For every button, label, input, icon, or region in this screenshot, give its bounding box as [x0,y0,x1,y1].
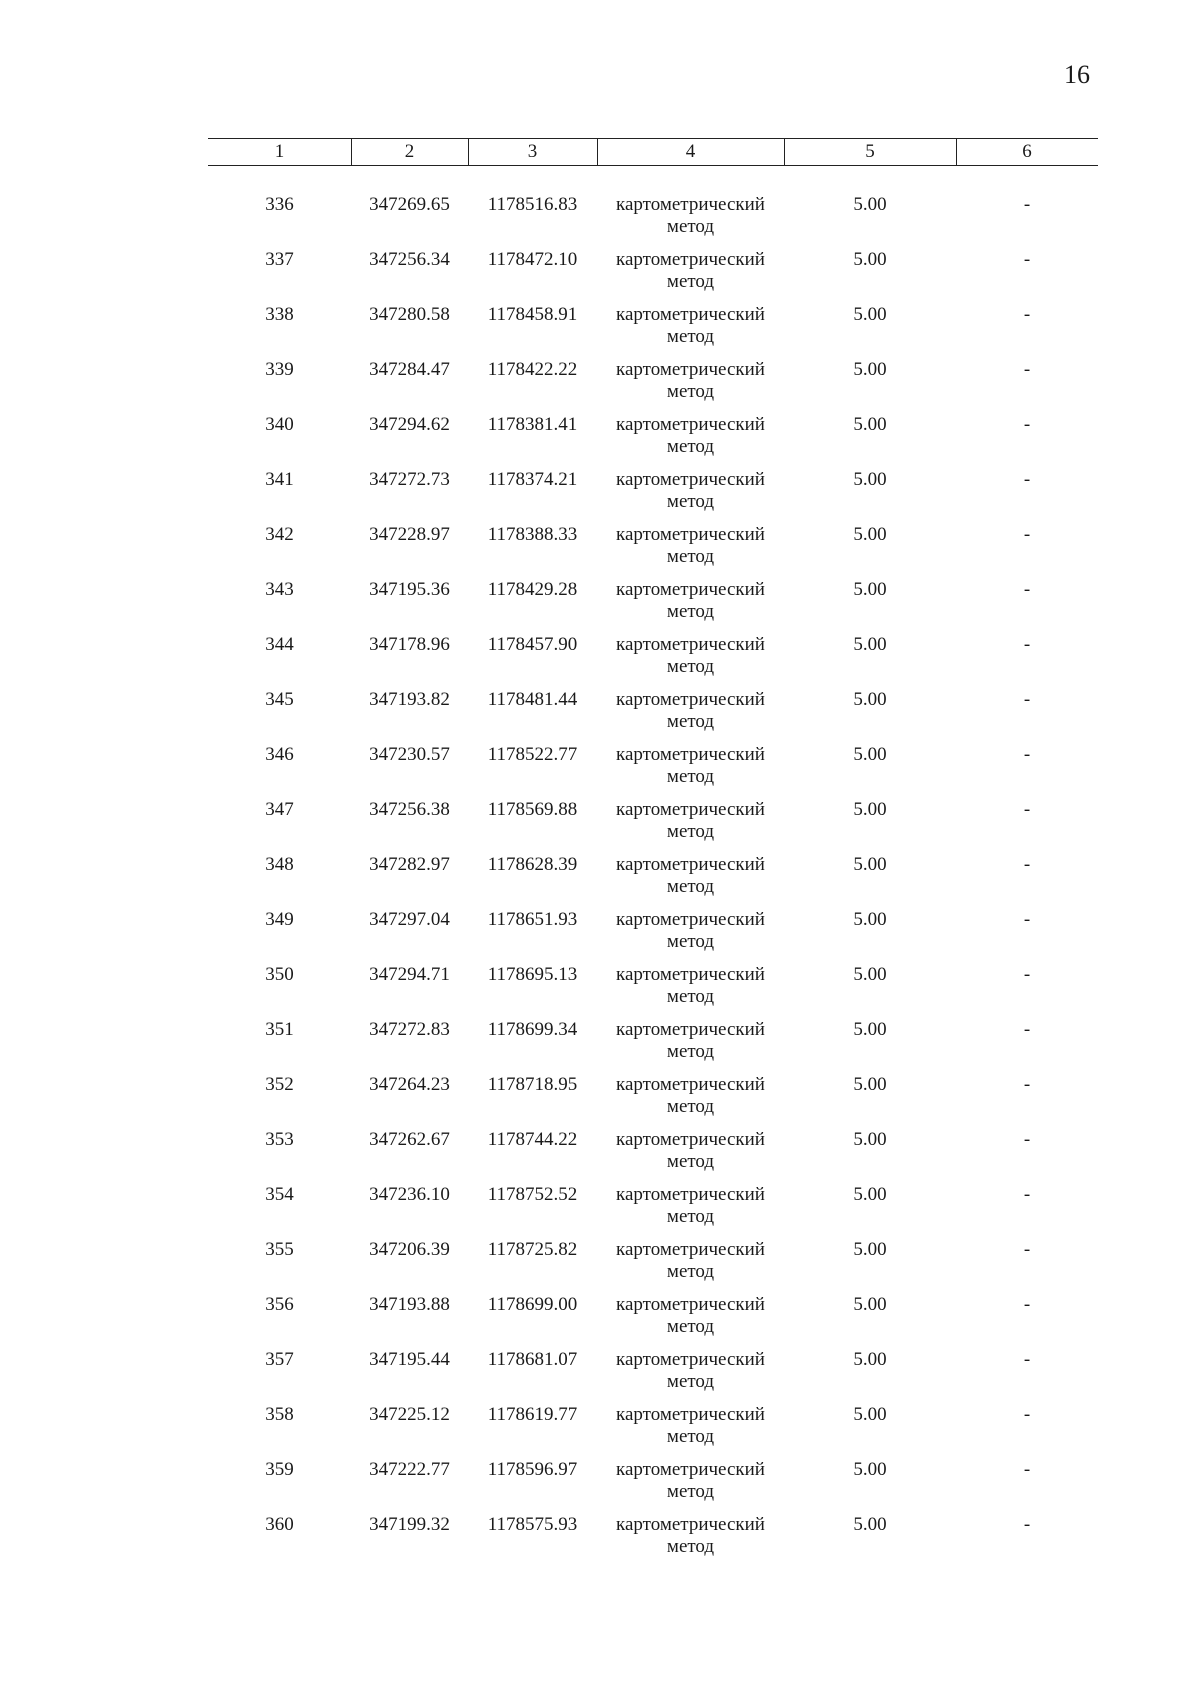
note-dash: - [1023,304,1031,325]
note-dash: - [1023,1459,1031,1480]
note-dash: - [1023,689,1031,710]
header-col-4: 4 [685,141,696,162]
coord-y: 1178388.33 [487,524,578,545]
method-cell [597,689,784,733]
coord-y: 1178522.77 [487,744,578,765]
accuracy-value: 5.00 [853,194,887,215]
method-line-1: картометрический [616,799,765,820]
method-line-2: метод [666,931,715,952]
header-col-5: 5 [865,141,875,162]
accuracy-value: 5.00 [853,854,887,875]
method-line-1: картометрический [616,249,765,270]
method-line-2: метод [666,1206,715,1227]
point-number: 346 [265,744,294,765]
method-cell [597,1514,784,1558]
accuracy-value: 5.00 [853,249,887,270]
coord-x: 347199.32 [369,1514,450,1535]
table-row [208,1180,1098,1235]
accuracy-value: 5.00 [853,1349,887,1370]
method-line-2: метод [666,711,715,732]
coord-y: 1178422.22 [487,359,578,380]
method-line-1: картометрический [616,194,765,215]
accuracy-value: 5.00 [853,304,887,325]
point-number: 355 [265,1239,294,1260]
table-row [208,1125,1098,1180]
method-cell [597,579,784,623]
point-number: 353 [265,1129,294,1150]
method-line-1: картометрический [616,909,765,930]
method-line-1: картометрический [616,359,765,380]
point-number: 356 [265,1294,294,1315]
coord-y: 1178651.93 [487,909,578,930]
coord-x: 347206.39 [369,1239,450,1260]
accuracy-value: 5.00 [853,469,887,490]
coord-x: 347236.10 [369,1184,450,1205]
point-number: 340 [265,414,294,435]
note-dash: - [1023,1239,1031,1260]
method-cell [597,1184,784,1228]
coord-y: 1178699.34 [487,1019,578,1040]
coord-y: 1178744.22 [487,1129,578,1150]
table-row [208,245,1098,300]
method-cell [597,1459,784,1503]
method-cell [597,524,784,568]
coord-x: 347193.88 [369,1294,450,1315]
coord-y: 1178516.83 [487,194,578,215]
point-number: 350 [265,964,294,985]
table-row [208,1400,1098,1455]
note-dash: - [1023,524,1031,545]
table-row [208,410,1098,465]
method-line-2: метод [666,1371,715,1392]
point-number: 354 [265,1184,294,1205]
note-dash: - [1023,1074,1031,1095]
method-line-1: картометрический [616,744,765,765]
method-cell [597,1404,784,1448]
note-dash: - [1023,359,1031,380]
accuracy-value: 5.00 [853,1074,887,1095]
method-cell [597,1074,784,1118]
note-dash: - [1023,249,1031,270]
coord-y: 1178481.44 [487,689,578,710]
method-line-1: картометрический [616,1514,765,1535]
table-row [208,1455,1098,1510]
header-col-2: 2 [404,141,415,162]
table-row [208,575,1098,630]
method-line-2: метод [666,1151,715,1172]
method-line-2: метод [666,546,715,567]
table-row [208,300,1098,355]
note-dash: - [1023,854,1031,875]
method-line-2: метод [666,876,715,897]
method-line-1: картометрический [616,1019,765,1040]
table-row [208,1510,1098,1565]
method-line-1: картометрический [616,1184,765,1205]
method-cell [597,909,784,953]
table-row [208,630,1098,685]
method-cell [597,304,784,348]
note-dash: - [1023,634,1031,655]
coord-y: 1178628.39 [487,854,578,875]
point-number: 345 [265,689,294,710]
note-dash: - [1023,1019,1031,1040]
coord-y: 1178381.41 [487,414,578,435]
accuracy-value: 5.00 [853,1239,887,1260]
accuracy-value: 5.00 [853,1514,887,1535]
point-number: 339 [265,359,294,380]
coord-x: 347264.23 [369,1074,450,1095]
table-row [208,850,1098,905]
method-line-1: картометрический [616,1129,765,1150]
method-line-1: картометрический [616,1239,765,1260]
table-row [208,1345,1098,1400]
point-number: 343 [265,579,294,600]
note-dash: - [1023,1404,1031,1425]
method-line-1: картометрический [616,1459,765,1480]
coord-x: 347195.36 [369,579,450,600]
coord-y: 1178725.82 [487,1239,578,1260]
coord-y: 1178569.88 [487,799,578,820]
page-number: 16 [1064,60,1090,89]
coord-x: 347272.73 [369,469,450,490]
accuracy-value: 5.00 [853,744,887,765]
method-line-1: картометрический [616,1349,765,1370]
method-line-2: метод [666,216,715,237]
header-col-6: 6 [1022,141,1032,162]
method-line-2: метод [666,1041,715,1062]
coord-x: 347195.44 [369,1349,450,1370]
method-cell [597,854,784,898]
coord-y: 1178429.28 [487,579,578,600]
accuracy-value: 5.00 [853,964,887,985]
table-row [208,1070,1098,1125]
note-dash: - [1023,469,1031,490]
method-line-2: метод [666,656,715,677]
coord-x: 347297.04 [369,909,450,930]
coord-x: 347222.77 [369,1459,450,1480]
table-body [208,190,1098,1565]
coord-y: 1178695.13 [487,964,578,985]
method-cell [597,744,784,788]
table-row [208,1290,1098,1345]
method-line-1: картометрический [616,634,765,655]
method-line-2: метод [666,821,715,842]
method-cell [597,194,784,238]
method-line-1: картометрический [616,1404,765,1425]
method-line-1: картометрический [616,964,765,985]
method-line-2: метод [666,1096,715,1117]
method-cell [597,634,784,678]
table-row [208,740,1098,795]
method-line-1: картометрический [616,1294,765,1315]
method-cell [597,1019,784,1063]
method-line-1: картометрический [616,1074,765,1095]
note-dash: - [1023,579,1031,600]
note-dash: - [1023,1294,1031,1315]
coord-x: 347256.38 [369,799,450,820]
note-dash: - [1023,964,1031,985]
method-line-2: метод [666,436,715,457]
table-row [208,1015,1098,1070]
method-line-1: картометрический [616,469,765,490]
method-line-2: метод [666,1261,715,1282]
table-row [208,1235,1098,1290]
accuracy-value: 5.00 [853,1129,887,1150]
accuracy-value: 5.00 [853,634,887,655]
method-line-2: метод [666,986,715,1007]
accuracy-value: 5.00 [853,1184,887,1205]
note-dash: - [1023,1514,1031,1535]
accuracy-value: 5.00 [853,1019,887,1040]
table-row [208,795,1098,850]
method-line-2: метод [666,271,715,292]
point-number: 349 [265,909,294,930]
note-dash: - [1023,1184,1031,1205]
method-line-2: метод [666,601,715,622]
table-row [208,905,1098,960]
method-cell [597,1349,784,1393]
point-number: 337 [265,249,294,270]
coord-y: 1178596.97 [487,1459,578,1480]
method-cell [597,249,784,293]
coord-y: 1178457.90 [487,634,578,655]
method-line-1: картометрический [616,304,765,325]
coord-x: 347225.12 [369,1404,450,1425]
coord-x: 347294.71 [369,964,450,985]
note-dash: - [1023,799,1031,820]
method-cell [597,1239,784,1283]
note-dash: - [1023,1129,1031,1150]
table-row [208,355,1098,410]
accuracy-value: 5.00 [853,1459,887,1480]
table-header [208,138,1098,166]
method-line-1: картометрический [616,414,765,435]
coord-x: 347178.96 [369,634,450,655]
method-line-2: метод [666,766,715,787]
coord-x: 347193.82 [369,689,450,710]
method-cell [597,1294,784,1338]
point-number: 347 [265,799,294,820]
coord-x: 347262.67 [369,1129,450,1150]
method-line-1: картометрический [616,524,765,545]
note-dash: - [1023,1349,1031,1370]
method-line-2: метод [666,1426,715,1447]
point-number: 341 [265,469,294,490]
coord-x: 347230.57 [369,744,450,765]
method-line-1: картометрический [616,689,765,710]
coord-x: 347272.83 [369,1019,450,1040]
accuracy-value: 5.00 [853,524,887,545]
accuracy-value: 5.00 [853,414,887,435]
coord-x: 347294.62 [369,414,450,435]
point-number: 360 [265,1514,294,1535]
header-col-1: 1 [274,141,285,162]
coord-x: 347282.97 [369,854,450,875]
table-row [208,465,1098,520]
accuracy-value: 5.00 [853,799,887,820]
table-row [208,520,1098,575]
header-col-3: 3 [527,141,538,162]
method-cell [597,359,784,403]
method-cell [597,964,784,1008]
point-number: 359 [265,1459,294,1480]
coord-y: 1178374.21 [487,469,578,490]
coord-y: 1178718.95 [487,1074,578,1095]
method-cell [597,469,784,513]
point-number: 342 [265,524,294,545]
coord-x: 347269.65 [369,194,450,215]
accuracy-value: 5.00 [853,1294,887,1315]
method-line-2: метод [666,326,715,347]
coord-y: 1178699.00 [487,1294,578,1315]
coord-y: 1178752.52 [487,1184,578,1205]
note-dash: - [1023,194,1031,215]
note-dash: - [1023,909,1031,930]
accuracy-value: 5.00 [853,909,887,930]
method-line-2: метод [666,381,715,402]
coord-y: 1178681.07 [487,1349,578,1370]
coord-x: 347280.58 [369,304,450,325]
coord-y: 1178458.91 [487,304,578,325]
accuracy-value: 5.00 [853,689,887,710]
accuracy-value: 5.00 [853,359,887,380]
note-dash: - [1023,414,1031,435]
method-line-1: картометрический [616,854,765,875]
point-number: 344 [265,634,294,655]
point-number: 348 [265,854,294,875]
coord-y: 1178472.10 [487,249,578,270]
table-row [208,960,1098,1015]
point-number: 338 [265,304,294,325]
method-line-2: метод [666,1481,715,1502]
accuracy-value: 5.00 [853,1404,887,1425]
accuracy-value: 5.00 [853,579,887,600]
method-cell [597,1129,784,1173]
coord-x: 347228.97 [369,524,450,545]
method-line-2: метод [666,1536,715,1557]
coord-x: 347256.34 [369,249,450,270]
method-cell [597,414,784,458]
method-line-1: картометрический [616,579,765,600]
note-dash: - [1023,744,1031,765]
coord-y: 1178619.77 [487,1404,578,1425]
point-number: 336 [265,194,294,215]
point-number: 351 [265,1019,294,1040]
point-number: 352 [265,1074,294,1095]
point-number: 357 [265,1349,294,1370]
table-row [208,685,1098,740]
method-cell [597,799,784,843]
coord-y: 1178575.93 [487,1514,578,1535]
method-line-2: метод [666,491,715,512]
method-line-2: метод [666,1316,715,1337]
table-row [208,190,1098,245]
point-number: 358 [265,1404,294,1425]
coord-x: 347284.47 [369,359,450,380]
